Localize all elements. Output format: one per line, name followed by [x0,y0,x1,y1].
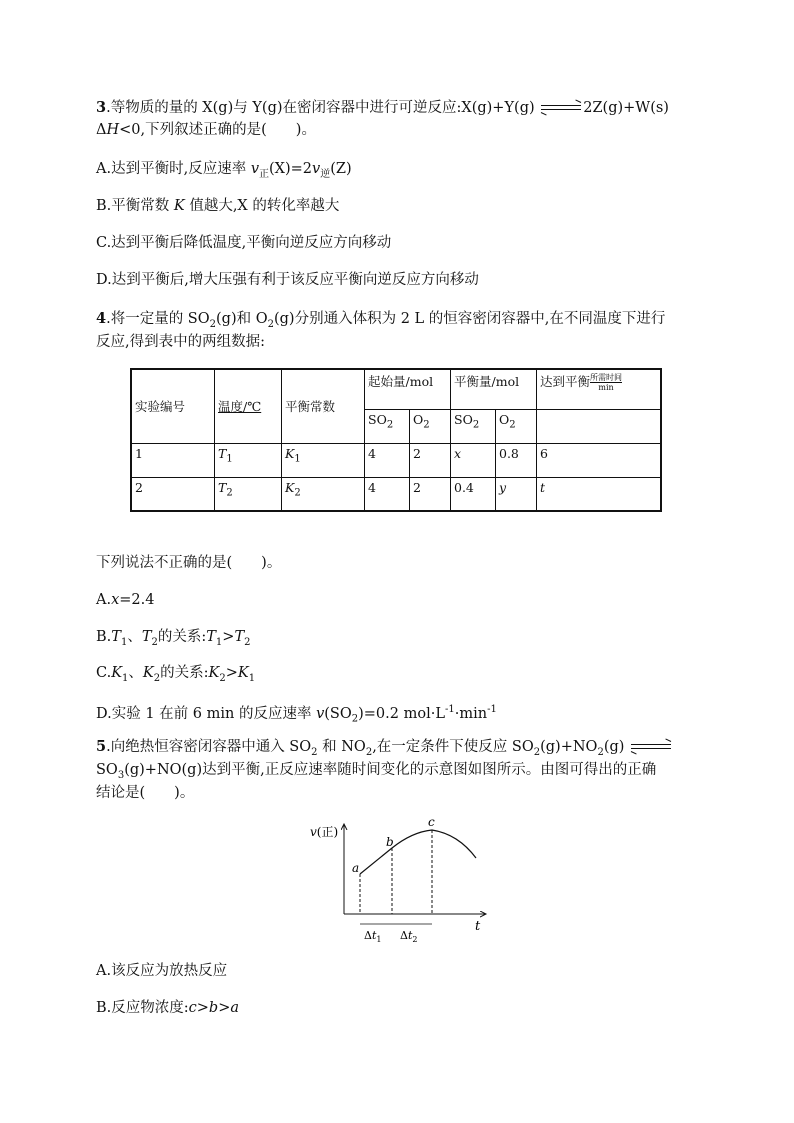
col-so2-eq: $SO_2$ [451,409,496,443]
q4-option-c: $C.K_1$、$K_2$的关系$:K_2>K_1$ [96,665,256,684]
q4-number: 4 [96,310,107,327]
header-start: 起始量/mol [365,369,451,409]
point-c-label: c [428,815,435,829]
col-o2-start: $O_2$ [410,409,451,443]
dt2-label: $\Delta t_2$ [400,929,418,944]
data-table [130,368,662,512]
header-time: 达到平衡 $\frac{\text{所需时间}}{\min}$ [537,369,662,409]
reversible-arrow-icon [541,103,581,113]
q3-option-c: C.达到平衡后降低温度,平衡向逆反应方向移动 [96,235,392,251]
header-eq: 平衡量/mol [451,369,537,409]
q4-option-d: D.实验 1 在前 6 min 的反应速率 $v(SO_2)=0.2$ $mol\cdot L^{-1}\cdot\min^{-1}$ [96,704,497,725]
point-b-label: b [386,835,394,849]
q4-option-b: $B.T_1$、$T_2$的关系$:T_1>T_2$ [96,629,251,648]
q3-option-d: D.达到平衡后,增大压强有利于该反应平衡向逆反应方向移动 [96,272,479,288]
col-so2-start: $SO_2$ [365,409,410,443]
q4-stem-line2: 反应,得到表中的两组数据: [96,334,265,350]
reversible-arrow-icon [631,742,671,752]
header-k: 平衡常数 [282,369,365,443]
rate-time-graph [300,812,500,952]
col-o2-eq: $O_2$ [496,409,537,443]
rate-curve [360,830,476,874]
q5-stem-line3: 结论是( )。 [96,785,195,801]
q3-number: 3 [96,99,107,116]
q3-stem-line1: 3.等物质的量的 X(g)与 Y(g)在密闭容器中进行可逆反应:X(g)+Y(g) 2Z(g)+W(s) [96,99,669,116]
q3-option-a: A.达到平衡时,反应速率 $v_正(X)=2v_逆(Z)$ [96,161,352,180]
table-row: 1 $T_1$ $K_1$ 4 2 x 0.8 6 [131,443,661,477]
q5-stem-line2: $SO_3(g)+NO(g)$达到平衡,正反应速率随时间变化的示意图如图所示。由图可得出的正确 [96,762,657,781]
q3-option-b: B.平衡常数 K 值越大,X 的转化率越大 [96,198,340,214]
header-temp: 温度/℃ [215,369,282,443]
table-row: 2 $T_2$ $K_2$ 4 2 0.4 y t [131,477,661,511]
x-axis-label: t [475,919,481,934]
q5-option-b: B.反应物浓度:c>b>a [96,1000,240,1016]
q5-stem-line1: 5.向绝热恒容密闭容器中通入 $SO_2$ 和 $NO_2$,在一定条件下使反应 $SO_2(g)+NO_2(g)$ [96,737,706,763]
q4-option-a: A.x=2.4 [96,592,155,608]
point-a-label: a [352,861,360,875]
q3-stem-line2: ΔH<0,下列叙述正确的是( )。 [96,122,316,138]
q4-stem-line1: 4.将一定量的 $SO_2(g)$和 $O_2(g)$分别通入体积为 2 L 的恒容密闭容器中,在不同温度下进行 [96,310,666,330]
q5-number: 5 [96,738,107,755]
dt1-label: $\Delta t_1$ [364,929,382,944]
q5-option-a: A.该反应为放热反应 [96,963,228,979]
header-exp: 实验编号 [131,369,215,443]
q4-ask: 下列说法不正确的是( )。 [96,555,282,571]
y-axis-label: v(正) [310,825,339,839]
